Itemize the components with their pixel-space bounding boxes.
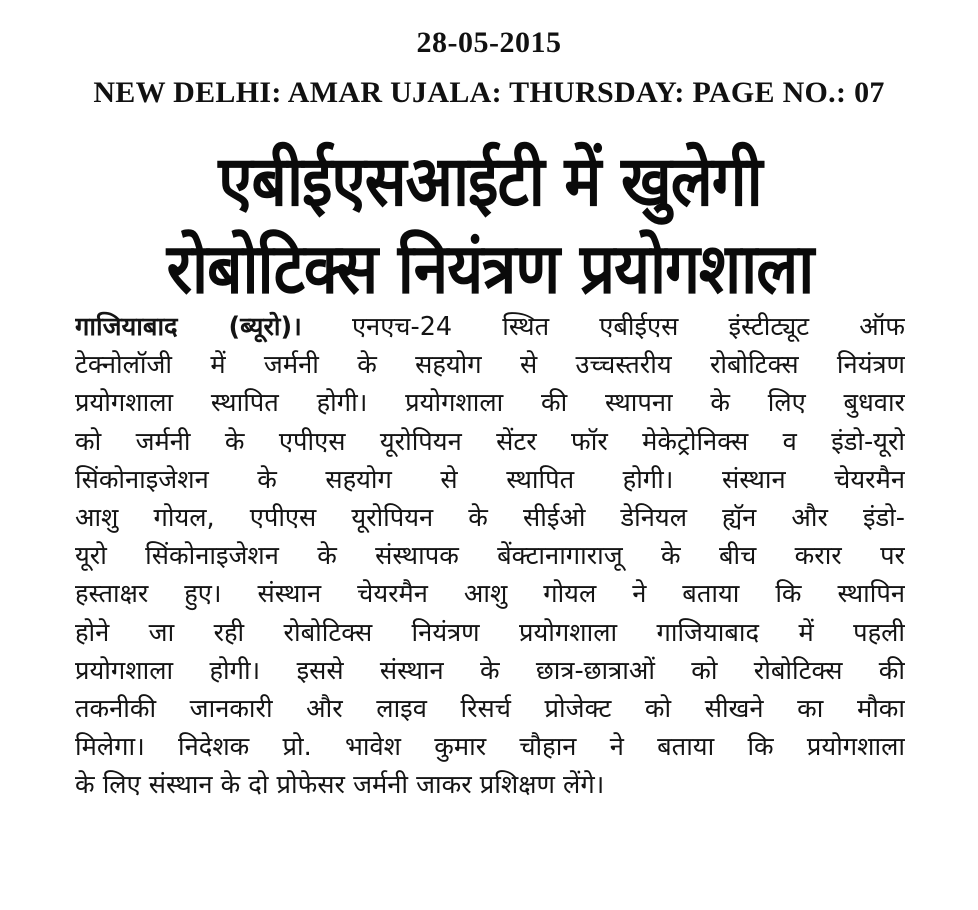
article-headline [75, 138, 905, 313]
article-line: को जर्मनी के एपीएस यूरोपियन सेंटर फॉर मेकेट्रोनिक्स व इंडो-यूरो [75, 426, 905, 457]
article-line: यूरो सिंकोनाइजेशन के संस्थापक बेंक्टानागाराजू के बीच करार पर [75, 541, 905, 572]
newspaper-clipping [75, 138, 905, 910]
article-line [75, 308, 905, 346]
article-line: तकनीकी जानकारी और लाइव रिसर्च प्रोजेक्ट को सीखने का मौका [75, 694, 905, 725]
article-line: टेक्नोलॉजी में जर्मनी के सहयोग से उच्चस्तरीय रोबोटिक्स नियंत्रण [75, 350, 905, 381]
article-line: प्रयोगशाला स्थापित होगी। प्रयोगशाला की स्थापना के लिए बुधवार [75, 388, 905, 419]
headline-line-2: रोबोटिक्स नियंत्रण प्रयोगशाला [166, 227, 814, 310]
article-line-text: एनएच-24 स्थित एबीईएस इंस्टीट्यूट ऑफ [351, 312, 905, 342]
article-line: प्रयोगशाला होगी। इससे संस्थान के छात्र-छात्राओं को रोबोटिक्स की [75, 655, 905, 686]
clipping-date: 28-05-2015 [416, 26, 562, 59]
article-body [75, 308, 905, 805]
article-line: आशु गोयल, एपीएस यूरोपियन के सीईओ डेनियल ह्यॅन और इंडो- [75, 503, 905, 534]
article-dateline: गाजियाबाद (ब्यूरो)। [75, 312, 302, 342]
article-line: हस्ताक्षर हुए। संस्थान चेयरमैन आशु गोयल ने बताया कि स्थापिन [75, 579, 905, 610]
article-line: होने जा रही रोबोटिक्स नियंत्रण प्रयोगशाला गाजियाबाद में पहली [75, 617, 905, 648]
article-line: सिंकोनाइजेशन के सहयोग से स्थापित होगी। संस्थान चेयरमैन [75, 464, 905, 495]
publication-source: NEW DELHI: AMAR UJALA: THURSDAY: PAGE NO.: 07 [93, 76, 885, 109]
article-line-last: के लिए संस्थान के दो प्रोफेसर जर्मनी जाकर प्रशिक्षण लेंगे। [75, 770, 605, 801]
article-line: मिलेगा। निदेशक प्रो. भावेश कुमार चौहान ने बताया कि प्रयोगशाला [75, 732, 905, 763]
headline-line-1: एबीईएसआईटी में खुलेगी [218, 140, 762, 222]
